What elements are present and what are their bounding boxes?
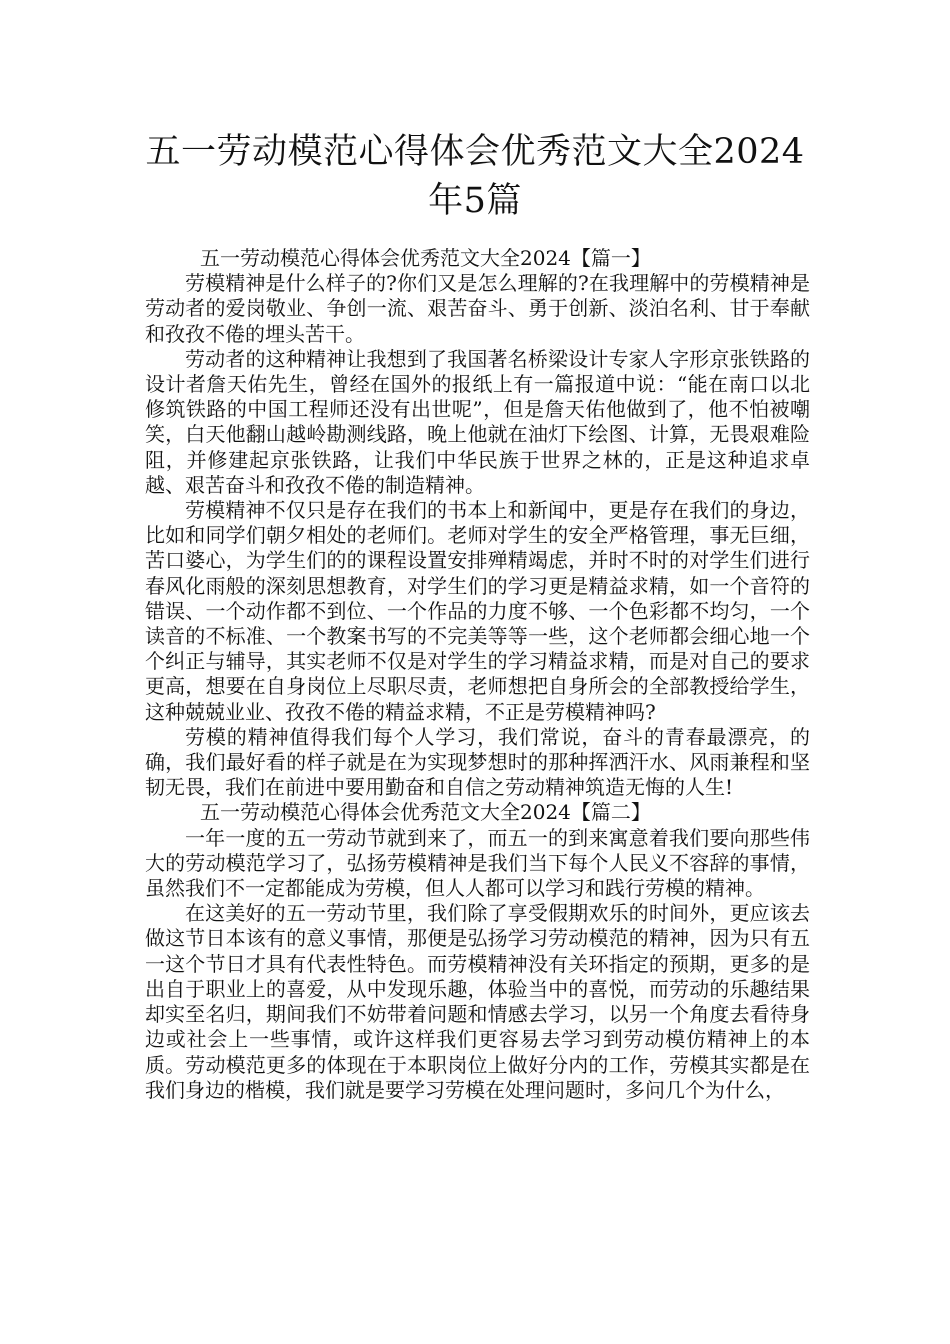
document-body	[145, 246, 810, 1103]
paragraph: 劳动者的这种精神让我想到了我国著名桥梁设计专家人字形京张铁路的设计者詹天佑先生，曾经在国外的报纸上有一篇报道中说：“能在南口以北修筑铁路的中国工程师还没有出世呢”，但是詹天佑他做到了，他不怕被嘲笑，白天他翻山越岭勘测线路，晚上他就在油灯下绘图、计算，无畏艰难险阻，并修建起京张铁路，让我们中华民族于世界之林的，正是这种追求卓越、艰苦奋斗和孜孜不倦的制造精神。	[145, 346, 810, 497]
document-title-line-1: 五一劳动模范心得体会优秀范文大全2024	[145, 132, 805, 172]
document-title-line-2: 年5篇	[428, 181, 522, 221]
paragraph: 在这美好的五一劳动节里，我们除了享受假期欢乐的时间外，更应该去做这节日本该有的意义事情，那便是弘扬学习劳动模范的精神，因为只有五一这个节日才具有代表性特色。而劳模精神没有关环指定的预期，更多的是出自于职业上的喜爱，从中发现乐趣，体验当中的喜悦，而劳动的乐趣结果却实至名归，期间我们不妨带着问题和情感去学习，以另一个角度去看待身边或社会上一些事情，或许这样我们更容易去学习到劳动模仿精神上的本质。劳动模范更多的体现在于本职岗位上做好分内的工作，劳模其实都是在我们身边的楷模，我们就是要学习劳模在处理问题时，多问几个为什么，	[145, 901, 810, 1102]
paragraph: 劳模精神不仅只是存在我们的书本上和新闻中，更是存在我们的身边，比如和同学们朝夕相处的老师们。老师对学生的安全严格管理，事无巨细，苦口婆心，为学生们的的课程设置安排殚精竭虑，并时不时的对学生们进行春风化雨般的深刻思想教育，对学生们的学习更是精益求精，如一个音符的错误、一个动作都不到位、一个作品的力度不够、一个色彩都不均匀，一个读音的不标准、一个教案书写的不完美等等一些，这个老师都会细心地一个个纠正与辅导，其实老师不仅是对学生的学习精益求精，而是对自己的要求更高，想要在自身岗位上尽职尽责，老师想把自身所会的全部教授给学生，这种兢兢业业、孜孜不倦的精益求精，不正是劳模精神吗?	[145, 498, 810, 724]
paragraph: 劳模精神是什么样子的?你们又是怎么理解的?在我理解中的劳模精神是劳动者的爱岗敬业、争创一流、艰苦奋斗、勇于创新、淡泊名利、甘于奉献和孜孜不倦的埋头苦干。	[145, 271, 810, 346]
paragraph: 劳模的精神值得我们每个人学习，我们常说，奋斗的青春最漂亮，的确，我们最好看的样子就是在为实现梦想时的那种挥洒汗水、风雨兼程和坚韧无畏，我们在前进中要用勤奋和自信之劳动精神筑造无悔的人生!	[145, 724, 810, 800]
section-heading-2: 五一劳动模范心得体会优秀范文大全2024【篇二】	[200, 800, 651, 825]
paragraph: 一年一度的五一劳动节就到来了，而五一的到来寓意着我们要向那些伟大的劳动模范学习了，弘扬劳模精神是我们当下每个人民义不容辞的事情，虽然我们不一定都能成为劳模，但人人都可以学习和践行劳模的精神。	[145, 825, 810, 901]
section-heading-1: 五一劳动模范心得体会优秀范文大全2024【篇一】	[200, 246, 651, 270]
document-title	[120, 128, 830, 226]
